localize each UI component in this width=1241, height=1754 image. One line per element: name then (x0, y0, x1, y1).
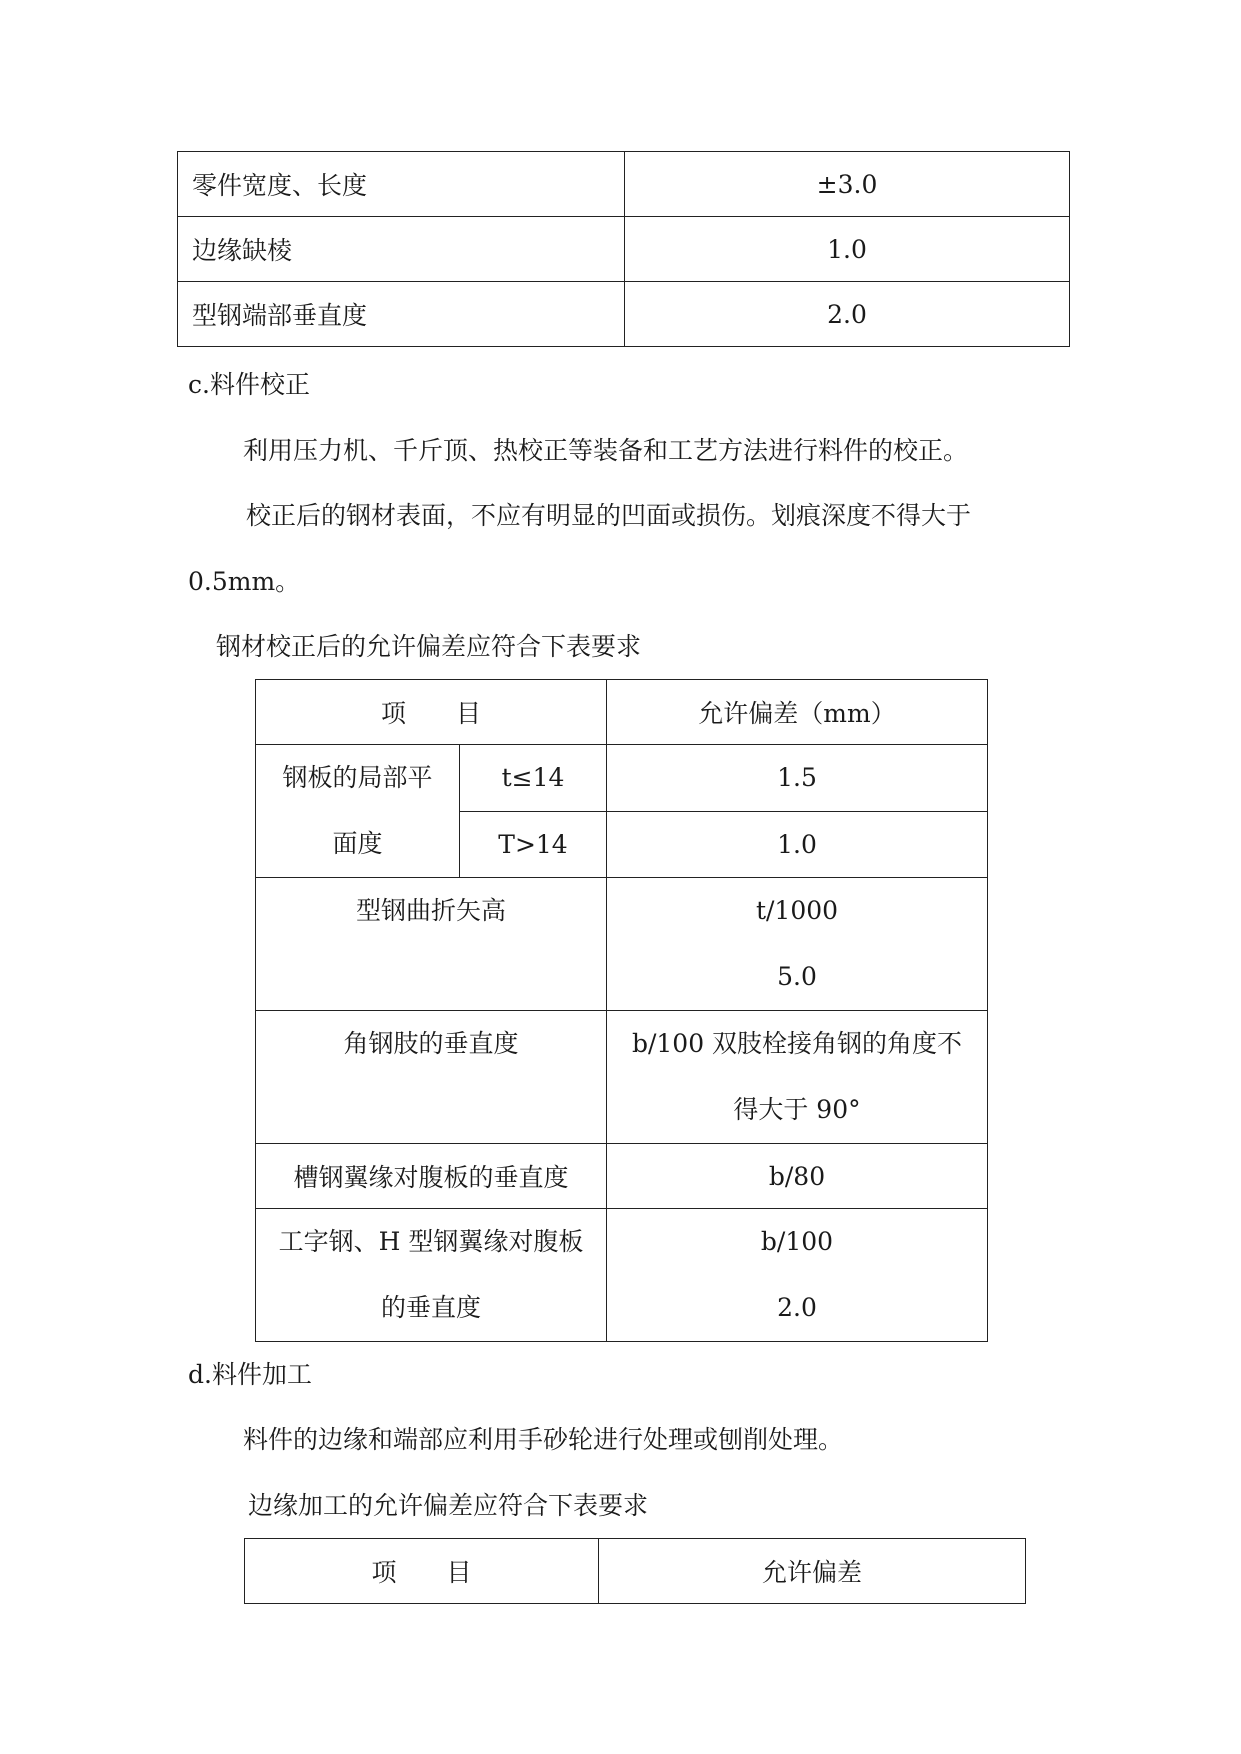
header-item-cell: 项 目 (256, 680, 607, 745)
flatness-value-cell: 1.5 (607, 745, 988, 812)
table-cell: ±3.0 (625, 152, 1070, 217)
table-row (256, 1144, 988, 1209)
cell-line: b/100 双肢栓接角钢的角度不 (631, 1029, 963, 1058)
ibeam-value-cell (607, 1209, 988, 1342)
cell-line: 角钢肢的垂直度 (343, 1029, 519, 1058)
cutting-tolerance-table (177, 151, 1070, 347)
cell-line: 得大于 90° (733, 1095, 861, 1124)
flatness-label-cell (256, 745, 460, 878)
cell-line: 工字钢、H 型钢翼缘对腹板 (278, 1227, 584, 1256)
flatness-value-cell: 1.0 (607, 811, 988, 878)
header-tolerance-cell: 允许偏差（mm） (607, 680, 988, 745)
cell-line: b/100 (760, 1227, 834, 1256)
section-c-heading: c.料件校正 (188, 370, 310, 399)
section-c-paragraph-1: 利用压力机、千斤顶、热校正等装备和工艺方法进行料件的校正。 (243, 436, 969, 465)
table-cell: 1.0 (625, 217, 1070, 282)
table-row (178, 152, 1070, 217)
table-header-row (256, 680, 988, 745)
header-tolerance-cell: 允许偏差 (599, 1539, 1026, 1604)
cell-line: 型钢曲折矢高 (355, 896, 506, 925)
table-row (178, 217, 1070, 282)
cell-line: 5.0 (777, 962, 817, 991)
flatness-condition-cell: t≤14 (460, 745, 607, 812)
section-d-paragraph-1: 料件的边缘和端部应利用手砂轮进行处理或刨削处理。 (243, 1425, 844, 1454)
cell-line: t/1000 (755, 896, 839, 925)
table-cell: 2.0 (625, 282, 1070, 347)
table-3-caption: 边缘加工的允许偏差应符合下表要求 (248, 1491, 649, 1520)
table-header-row (245, 1539, 1026, 1604)
table-row (256, 878, 988, 1011)
table-2-caption: 钢材校正后的允许偏差应符合下表要求 (216, 632, 642, 661)
header-item-cell: 项 目 (245, 1539, 599, 1604)
table-cell: 零件宽度、长度 (178, 152, 625, 217)
section-c-paragraph-2-line-1: 校正后的钢材表面，不应有明显的凹面或损伤。划痕深度不得大于 (246, 501, 972, 530)
channel-value-cell: b/80 (607, 1144, 988, 1209)
table-cell: 边缘缺棱 (178, 217, 625, 282)
edge-machining-tolerance-table (244, 1538, 1026, 1604)
table-row (178, 282, 1070, 347)
table-row (256, 1209, 988, 1342)
flatness-condition-cell: T>14 (460, 811, 607, 878)
angle-value-cell (607, 1011, 988, 1144)
bend-value-cell (607, 878, 988, 1011)
section-c-paragraph-2-line-2: 0.5mm。 (188, 567, 301, 596)
cell-line: 钢板的局部平 (282, 763, 433, 792)
angle-label-cell (256, 1011, 607, 1144)
section-d-heading: d.料件加工 (188, 1360, 312, 1389)
table-cell: 型钢端部垂直度 (178, 282, 625, 347)
cell-line: 2.0 (777, 1293, 817, 1322)
straightening-tolerance-table (255, 679, 988, 1342)
cell-line: 的垂直度 (380, 1293, 481, 1322)
cell-line: 面度 (332, 829, 383, 858)
bend-label-cell (256, 878, 607, 1011)
ibeam-label-cell (256, 1209, 607, 1342)
channel-label-cell: 槽钢翼缘对腹板的垂直度 (256, 1144, 607, 1209)
table-row (256, 745, 988, 812)
table-row (256, 1011, 988, 1144)
